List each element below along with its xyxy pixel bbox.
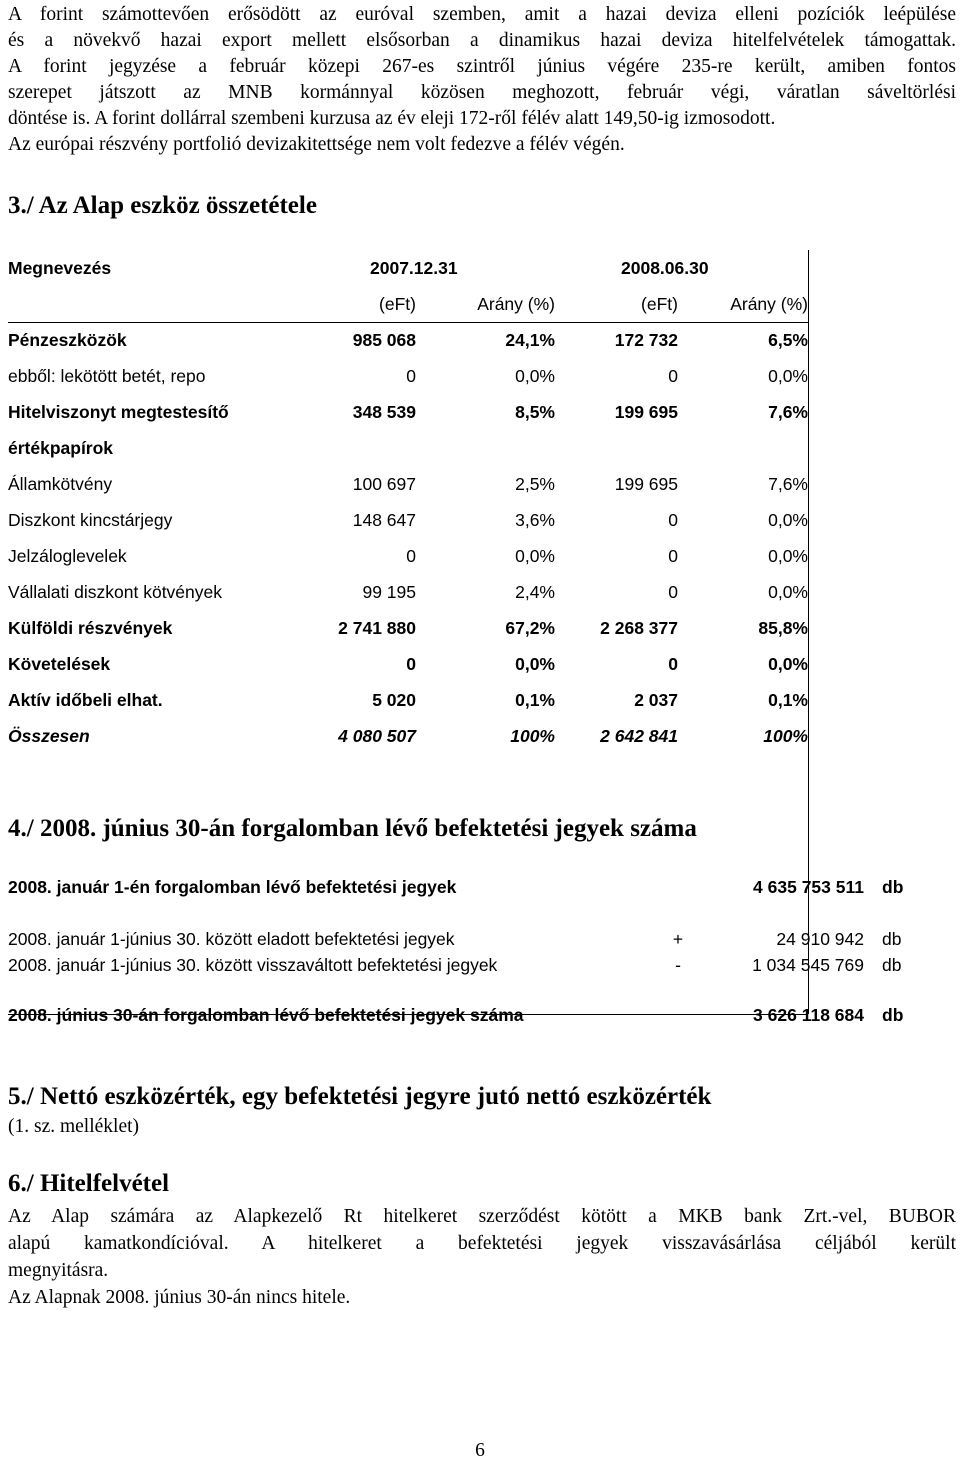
table-row (8, 574, 808, 610)
table-row (8, 502, 808, 538)
units-value: 3 626 118 684 (753, 1005, 864, 1025)
units-value: 24 910 942 (776, 929, 864, 949)
row-ratio-2007: 2,4% (515, 582, 555, 602)
units-unit: db (882, 929, 902, 949)
row-ratio-2007: 0,0% (515, 366, 555, 386)
row-value-2008: 2 268 377 (600, 618, 678, 638)
table-right-border (808, 250, 809, 1014)
row-name: Aktív időbeli elhat. (8, 690, 163, 710)
section-6-paragraph (8, 1203, 956, 1311)
units-value: 4 635 753 511 (753, 877, 864, 897)
row-value-2007: 0 (406, 366, 416, 386)
row-name: Külföldi részvények (8, 618, 173, 638)
table-row (8, 682, 808, 718)
row-name: Hitelviszonyt megtestesítő (8, 402, 229, 422)
row-name: Követelések (8, 654, 111, 674)
intro-line: szerepet játszott az MNB kormánnyal közösen meghozott, február végi, váratlan sáveltörlési (8, 82, 956, 103)
units-sign: - (675, 955, 681, 975)
table-divider (8, 322, 808, 323)
row-value-2008: 0 (668, 510, 678, 530)
row-name: Összesen (8, 726, 90, 746)
section-6-line: Az Alap számára az Alapkezelő Rt hitelkeret szerződést kötött a MKB bank Zrt.-vel, BUBOR (8, 1206, 956, 1227)
row-value-2007: 348 539 (352, 402, 416, 422)
units-label: 2008. június 30-án forgalomban lévő befektetési jegyek száma (8, 1005, 524, 1025)
section-6-line: alapú kamatkondícióval. A hitelkeret a befektetési jegyek visszavásárlása céljából került (8, 1233, 956, 1254)
row-ratio-2007: 3,6% (515, 510, 555, 530)
row-ratio-2008: 0,0% (768, 582, 808, 602)
table-row (8, 358, 808, 394)
row-ratio-2007: 0,0% (515, 546, 555, 566)
units-unit: db (882, 877, 904, 897)
row-value-2007: 0 (406, 654, 416, 674)
row-value-2007: 0 (406, 546, 416, 566)
units-row-opening (8, 875, 908, 899)
row-ratio-2007: 0,1% (515, 690, 555, 710)
row-name: Államkötvény (8, 474, 113, 494)
table-row (8, 322, 808, 358)
row-value-2007: 5 020 (372, 690, 416, 710)
row-value-2007: 2 741 880 (338, 618, 416, 638)
row-ratio-2008: 100% (763, 726, 808, 746)
table-body (8, 322, 808, 754)
intro-line: Az európai részvény portfolió devizakitettsége nem volt fedezve a félév végén. (8, 134, 625, 155)
row-ratio-2008: 0,0% (768, 366, 808, 386)
units-unit: db (882, 955, 902, 975)
row-value-2008: 172 732 (614, 330, 678, 350)
units-label: 2008. január 1-június 30. között visszaváltott befektetési jegyek (8, 955, 498, 975)
intro-line: A forint jegyzése a február közepi 267-es szintről június végére 235-re került, amiben fontos (8, 56, 956, 77)
units-row-sold (8, 927, 908, 951)
row-ratio-2008: 0,0% (768, 510, 808, 530)
table-row (8, 394, 808, 430)
table-row (8, 466, 808, 502)
units-label: 2008. január 1-én forgalomban lévő befektetési jegyek (8, 877, 457, 897)
row-ratio-2008: 6,5% (768, 330, 808, 350)
row-ratio-2008: 7,6% (768, 474, 808, 494)
units-label: 2008. január 1-június 30. között eladott befektetési jegyek (8, 929, 455, 949)
row-name: ebből: lekötött betét, repo (8, 366, 206, 386)
intro-line: döntése is. A forint dollárral szembeni kurzusa az év eleji 172-ről félév alatt 149,50-ig izmosodott. (8, 108, 776, 129)
row-ratio-2007: 8,5% (515, 402, 555, 422)
row-value-2007: 99 195 (362, 582, 416, 602)
row-value-2008: 199 695 (614, 474, 678, 494)
table-subheader-row (8, 286, 808, 322)
row-ratio-2008: 7,6% (768, 402, 808, 422)
units-value: 1 034 545 769 (752, 955, 864, 975)
page-number: 6 (475, 1440, 485, 1461)
row-ratio-2008: 0,0% (768, 654, 808, 674)
row-value-2007: 148 647 (352, 510, 416, 530)
row-ratio-2007: 0,0% (515, 654, 555, 674)
row-value-2008: 199 695 (614, 402, 678, 422)
subheader-ratio-2: Arány (%) (730, 294, 808, 314)
asset-composition-table (8, 250, 808, 754)
row-value-2007: 4 080 507 (338, 726, 416, 746)
header-name: Megnevezés (8, 258, 112, 278)
units-row-redeemed (8, 953, 908, 977)
subheader-eft-1: (eFt) (379, 294, 416, 314)
section-5-heading: 5./ Nettó eszközérték, egy befektetési jegyre jutó nettó eszközérték (8, 1083, 712, 1110)
table-row (8, 646, 808, 682)
row-value-2008: 2 642 841 (600, 726, 678, 746)
table-row (8, 718, 808, 754)
units-row-closing (8, 1003, 908, 1027)
section-3-heading: 3./ Az Alap eszköz összetétele (8, 192, 317, 219)
section-6-heading: 6./ Hitelfelvétel (8, 1170, 170, 1197)
subheader-eft-2: (eFt) (641, 294, 678, 314)
header-date-2: 2008.06.30 (621, 258, 709, 278)
row-ratio-2007: 100% (510, 726, 555, 746)
row-ratio-2007: 2,5% (515, 474, 555, 494)
intro-line: A forint számottevően erősödött az euróval szemben, amit a hazai deviza elleni pozíciók leépülése (8, 4, 956, 25)
row-ratio-2008: 0,0% (768, 546, 808, 566)
table-row (8, 610, 808, 646)
section-4-heading: 4./ 2008. június 30-án forgalomban lévő befektetési jegyek száma (8, 815, 697, 842)
row-ratio-2007: 67,2% (505, 618, 555, 638)
table-row (8, 538, 808, 574)
section-6-line: Az Alapnak 2008. június 30-án nincs hitele. (8, 1287, 351, 1308)
section-6-line: megnyitásra. (8, 1260, 109, 1281)
row-ratio-2008: 0,1% (768, 690, 808, 710)
units-unit: db (882, 1005, 904, 1025)
row-name: Pénzeszközök (8, 330, 127, 350)
row-value-2007: 985 068 (352, 330, 416, 350)
section-5-subtitle: (1. sz. melléklet) (8, 1116, 140, 1137)
row-name: Vállalati diszkont kötvények (8, 582, 222, 602)
row-name: Diszkont kincstárjegy (8, 510, 173, 530)
row-value-2008: 0 (668, 582, 678, 602)
units-sign: + (672, 929, 684, 949)
row-ratio-2007: 24,1% (505, 330, 555, 350)
row-value-2008: 0 (668, 546, 678, 566)
intro-paragraph (8, 2, 956, 158)
table-header-row (8, 250, 808, 286)
row-name: Jelzáloglevelek (8, 546, 127, 566)
header-date-1: 2007.12.31 (370, 258, 458, 278)
intro-line: és a növekvő hazai export mellett elsősorban a dinamikus hazai deviza hitelfelvételek támogattak. (8, 30, 956, 51)
row-ratio-2008: 85,8% (758, 618, 808, 638)
row-value-2008: 2 037 (634, 690, 678, 710)
row-name: értékpapírok (8, 438, 114, 458)
table-row (8, 430, 808, 466)
row-value-2008: 0 (668, 654, 678, 674)
row-value-2007: 100 697 (352, 474, 416, 494)
subheader-ratio-1: Arány (%) (477, 294, 555, 314)
row-value-2008: 0 (668, 366, 678, 386)
